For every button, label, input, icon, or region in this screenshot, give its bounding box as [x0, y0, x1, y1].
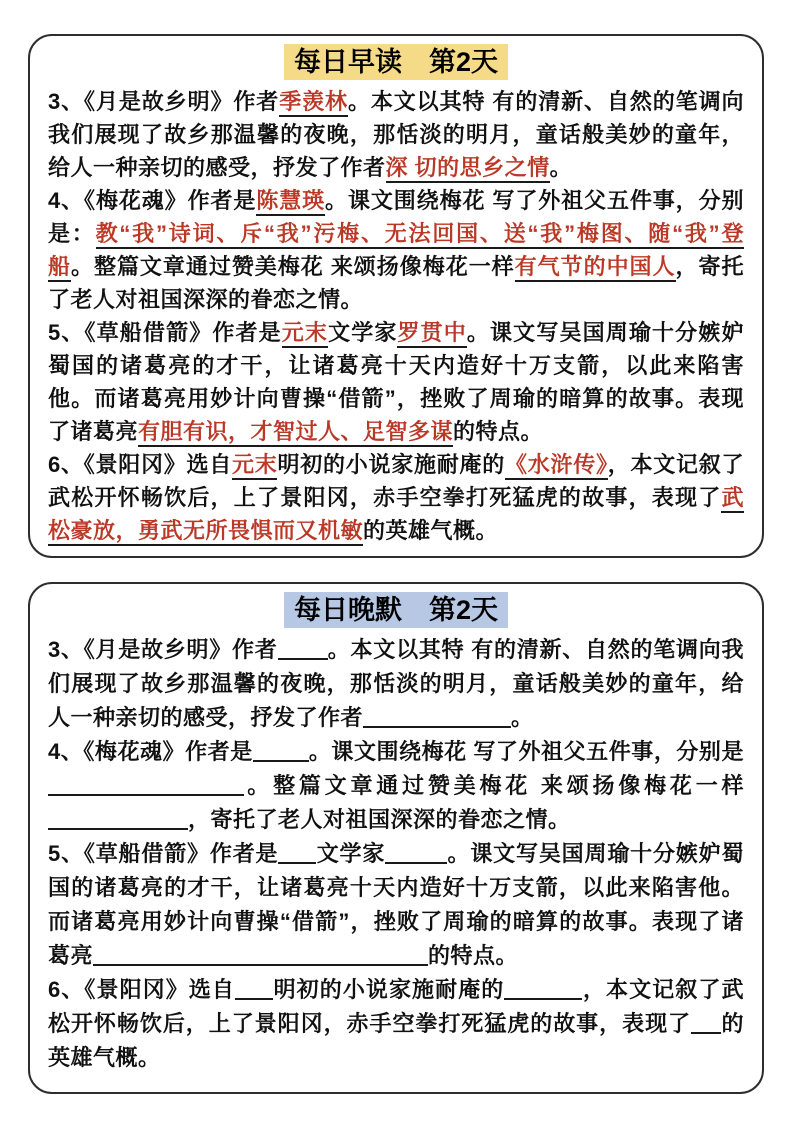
- body-text: 。整篇文章通过赞美梅花 来颂扬像梅花一样: [244, 773, 744, 798]
- paragraph: [48, 633, 744, 735]
- evening-title: 每日晚默 第2天: [284, 592, 508, 628]
- answer-text: 有气节的中国人: [515, 254, 676, 282]
- fill-in-blank[interactable]: [48, 776, 244, 796]
- answer-text: 有胆有识，才智过人、足智多谋: [138, 419, 453, 447]
- body-text: 。课文写吴国周瑜十分嫉妒蜀国的诸葛亮的才干，让诸葛亮十天内造好十万支箭，以此来陷害他。而诸葛亮用妙计向曹操“借箭”，挫败了周瑜的暗算的故事。表现了诸葛亮: [48, 841, 744, 968]
- body-text: 文学家: [316, 841, 386, 866]
- fill-in-blank[interactable]: [691, 1014, 721, 1034]
- body-text: ，本文记叙了武松开怀畅饮后，上了景阳冈，赤手空拳打死猛虎的故事，表现了: [48, 452, 744, 510]
- body-text: 5、《草船借箭》作者是: [48, 320, 282, 345]
- morning-title: 每日早读 第2天: [284, 44, 508, 80]
- morning-title-row: [48, 44, 744, 80]
- body-text: 。本文以其特 有的清新、自然的笔调向我们展现了故乡那温馨的夜晚，那恬淡的明月，童话般美妙的童年，给人一种亲切的感受，抒发了作者: [48, 89, 744, 180]
- paragraph: [48, 85, 744, 184]
- fill-in-blank[interactable]: [278, 640, 328, 660]
- body-text: 。课文写吴国周瑜十分嫉妒蜀国的诸葛亮的才干，让诸葛亮十天内造好十万支箭，以此来陷害他。而诸葛亮用妙计向曹操“借箭”，挫败了周瑜的暗算的故事。表现了诸葛亮: [48, 320, 744, 444]
- answer-text: 元末: [232, 452, 278, 480]
- paragraph: [48, 837, 744, 973]
- paragraph: [48, 448, 744, 547]
- evening-title-row: [48, 592, 744, 628]
- body-text: 的特点。: [453, 419, 544, 444]
- answer-text: 季羡林: [279, 89, 348, 117]
- body-text: 明初的小说家施耐庵的: [277, 452, 505, 477]
- answer-text: 元末: [282, 320, 328, 348]
- answer-text: 《水浒传》: [505, 452, 608, 480]
- body-text: 3、《月是故乡明》作者: [48, 89, 280, 114]
- body-text: 。本文以其特 有的清新、自然的笔调向我们展现了故乡那温馨的夜晚，那恬淡的明月，童话般美妙的童年，给人一种亲切的感受，抒发了作者: [48, 637, 744, 730]
- body-text: 4、《梅花魂》作者是: [48, 188, 257, 213]
- body-text: 6、《景阳冈》选自: [48, 977, 235, 1002]
- body-text: 的英雄气概。: [48, 1011, 744, 1070]
- body-text: 的特点。: [428, 943, 519, 968]
- paragraph: [48, 973, 744, 1075]
- answer-text: 教“我”诗词、斥“我”污梅、无法回国、送“我”梅图、随“我”登船: [48, 221, 744, 282]
- morning-reading-box: [28, 34, 764, 558]
- paragraph: [48, 316, 744, 448]
- paragraph: [48, 184, 744, 316]
- body-text: 3、《月是故乡明》作者: [48, 637, 278, 662]
- answer-text: 武松豪放，勇武无所畏惧而又机敏: [48, 485, 744, 546]
- body-text: 。整篇文章通过赞美梅花 来颂扬像梅花一样: [70, 254, 515, 279]
- fill-in-blank[interactable]: [253, 742, 309, 762]
- body-text: 5、《草船借箭》作者是: [48, 841, 279, 866]
- body-text: 明初的小说家施耐庵的: [272, 977, 505, 1002]
- body-text: ，寄托了老人对祖国深深的眷恋之情。: [188, 807, 571, 832]
- fill-in-blank[interactable]: [385, 844, 447, 864]
- answer-text: 陈慧瑛: [256, 188, 325, 216]
- body-text: 的英雄气概。: [363, 518, 499, 543]
- body-text: ，寄托了老人对祖国深深的眷恋之情。: [48, 254, 744, 312]
- morning-content: [48, 85, 744, 547]
- body-text: 4、《梅花魂》作者是: [48, 739, 253, 764]
- body-text: 文学家: [328, 320, 398, 345]
- body-text: 。: [549, 155, 573, 180]
- fill-in-blank[interactable]: [363, 708, 511, 728]
- paragraph: [48, 735, 744, 837]
- answer-text: 罗贯中: [397, 320, 466, 348]
- body-text: 。课文围绕梅花 写了外祖父五件事，分别是: [308, 739, 744, 764]
- fill-in-blank[interactable]: [278, 844, 316, 864]
- body-text: ，本文记叙了武松开怀畅饮后，上了景阳冈，赤手空拳打死猛虎的故事，表现了: [48, 977, 744, 1036]
- fill-in-blank[interactable]: [48, 810, 188, 830]
- fill-in-blank[interactable]: [504, 980, 582, 1000]
- evening-dictation-box: [28, 582, 764, 1094]
- body-text: 。: [511, 705, 534, 730]
- fill-in-blank[interactable]: [235, 980, 273, 1000]
- body-text: 6、《景阳冈》选自: [48, 452, 232, 477]
- evening-content: [48, 633, 744, 1075]
- answer-text: 深 切的思乡之情: [386, 155, 550, 183]
- fill-in-blank[interactable]: [93, 946, 428, 966]
- body-text: 。课文围绕梅花 写了外祖父五件事，分别是：: [48, 188, 744, 246]
